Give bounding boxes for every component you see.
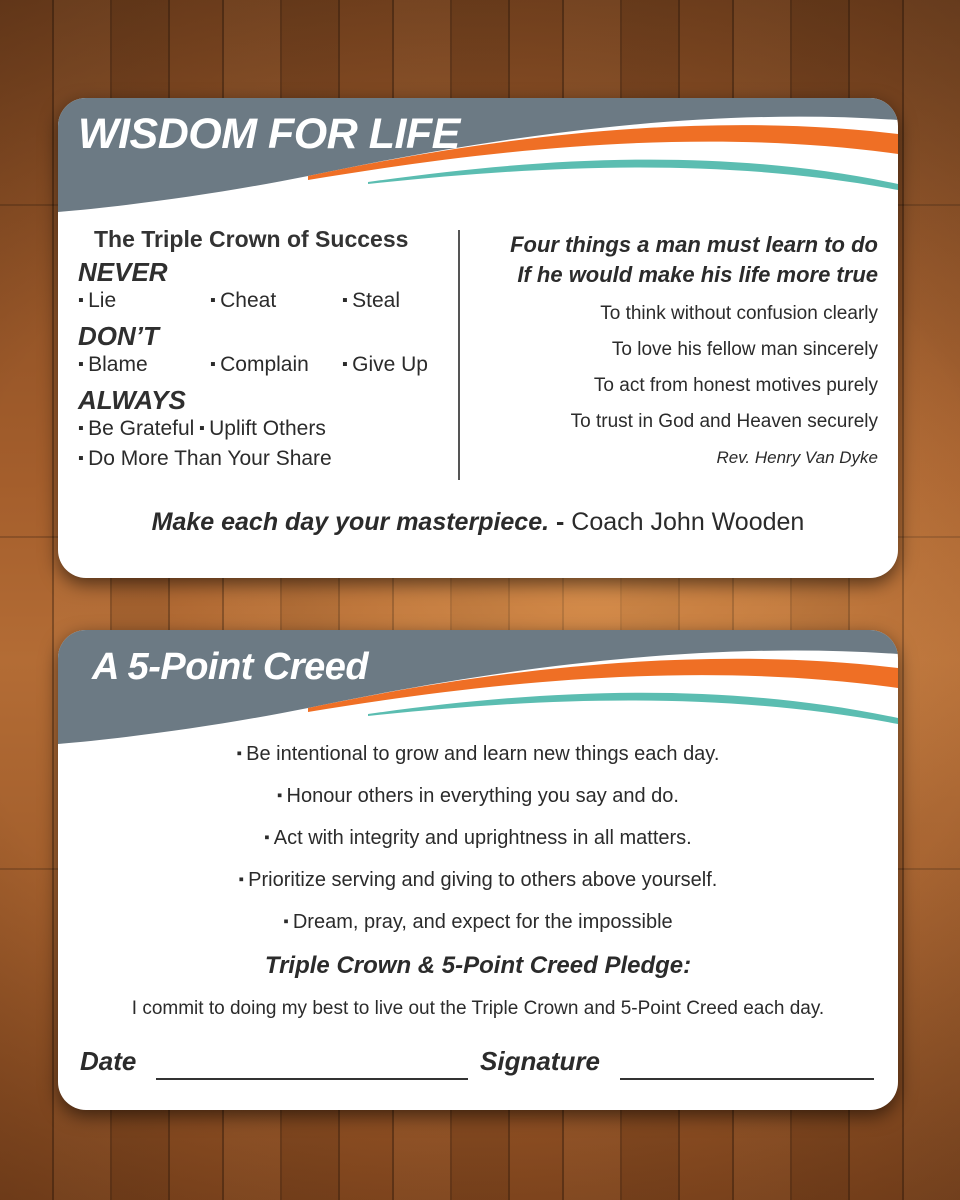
list-item: ▪ Prioritize serving and giving to others above yourself. [58,860,898,902]
list-item: ▪ Lie [78,287,210,317]
card-title: A 5-Point Creed [92,646,369,688]
poem-line: To trust in God and Heaven securely [570,411,878,432]
pledge-title: Triple Crown & 5-Point Creed Pledge: [264,952,692,979]
list-item: ▪ Be Grateful [78,415,199,445]
dont-items [78,351,448,381]
list-item: ▪ Dream, pray, and expect for the impossible [58,902,898,944]
dont-label: DON’T [78,321,159,351]
never-items [78,287,448,317]
signature-label: Signature [480,1046,600,1076]
always-label: ALWAYS [78,385,186,415]
poem-line: To love his fellow man sincerely [611,339,878,360]
column-divider [458,230,460,480]
poem-line: To think without confusion clearly [600,303,878,324]
always-items-2 [78,445,448,475]
poem-lead-line: Four things a man must learn to do [510,232,878,257]
triple-crown-heading: The Triple Crown of Success [94,226,409,252]
list-item: ▪ Blame [78,351,210,381]
poem-author: Rev. Henry Van Dyke [716,448,878,467]
list-item: ▪ Give Up [342,351,428,381]
card-title: WISDOM FOR LIFE [78,110,460,158]
list-item: ▪ Be intentional to grow and learn new things each day. [58,734,898,776]
list-item: ▪ Steal [342,287,400,317]
signature-field-line[interactable] [620,1078,874,1080]
wisdom-card [58,98,898,578]
signature-row [80,1044,880,1084]
date-label: Date [80,1046,137,1076]
triple-crown-section [78,226,448,475]
quote-dash: - [549,508,572,536]
list-item: ▪ Honour others in everything you say and do. [58,776,898,818]
always-items [78,415,448,445]
creed-card [58,630,898,1110]
list-item: ▪ Act with integrity and uprightness in all matters. [58,818,898,860]
list-item: ▪ Complain [210,351,342,381]
wooden-quote [58,508,898,537]
quote-attribution: Coach John Wooden [571,508,805,536]
never-label: NEVER [78,257,168,287]
list-item: ▪ Do More Than Your Share [78,445,332,475]
list-item: ▪ Cheat [210,287,342,317]
poem-section [468,230,878,476]
poem-line: To act from honest motives purely [593,375,878,396]
list-item: ▪ Uplift Others [199,415,326,445]
poem-lead-line: If he would make his life more true [517,262,878,287]
quote-text: Make each day your masterpiece. [151,508,550,536]
card-banner [58,98,898,228]
date-field-line[interactable] [156,1078,468,1080]
creed-list [58,734,898,944]
pledge-text: I commit to doing my best to live out the Triple Crown and 5-Point Creed each day. [131,998,825,1019]
